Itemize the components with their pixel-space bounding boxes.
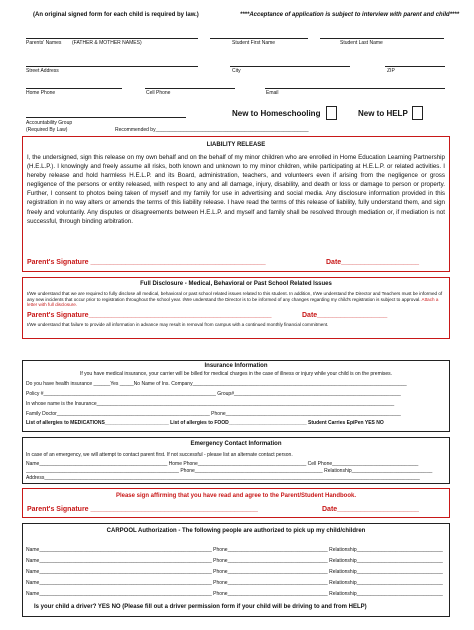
disclosure-date[interactable]: Date__________________	[302, 312, 388, 319]
carpool-title: CARPOOL Authorization - The following people are authorized to pick up my child/children	[106, 528, 366, 534]
zip-label: ZIP	[387, 68, 395, 74]
emergency-row-address[interactable]: Address_______________________________________________________________________________________________________________________________________	[26, 475, 420, 481]
insurance-row-policy[interactable]: Policy #______________________________________________________________ Group#____________________________________________________________	[26, 391, 401, 397]
home-phone-line[interactable]	[26, 88, 122, 89]
parents-names-label: Parents' Names	[26, 40, 62, 46]
recommended-by-field[interactable]: Recommended by_______________________________________________________	[115, 127, 309, 133]
street-label: Street Address	[26, 68, 59, 74]
header-note-left: (An original signed form for each child is required by law.)	[33, 12, 199, 18]
liability-date[interactable]: Date____________________	[326, 259, 420, 266]
new-help-label: New to HELP	[358, 109, 408, 118]
carpool-driver-question[interactable]: Is your child a driver? YES NO (Please fill out a driver permission form if your child will be driving to and from HELP)	[34, 604, 367, 610]
student-last-line[interactable]	[320, 38, 444, 39]
disclosure-failure-text: I/We understand that failure to provide all information in advance may result in removal from campus with a continued monthly financial commitment.	[27, 322, 329, 327]
emergency-title: Emergency Contact Information	[190, 441, 282, 447]
carpool-row[interactable]: Name______________________________________________________________ Phone____________________________________ Relationship_______________________________	[26, 569, 443, 575]
liability-signature[interactable]: Parent's Signature _____________________________________________	[27, 259, 266, 266]
father-mother-label: (FATHER & MOTHER NAMES)	[72, 40, 142, 46]
carpool-row[interactable]: Name______________________________________________________________ Phone____________________________________ Relationship_______________________________	[26, 547, 443, 553]
zip-line[interactable]	[385, 66, 445, 67]
city-line[interactable]	[230, 66, 350, 67]
carpool-row[interactable]: Name______________________________________________________________ Phone____________________________________ Relationship_______________________________	[26, 558, 443, 564]
street-line[interactable]	[26, 66, 198, 67]
student-first-label: Student First Name	[232, 40, 276, 46]
home-phone-label: Home Phone	[26, 90, 56, 96]
insurance-row-whose-name[interactable]: In whose name is the Insurance___________________________________________________________________________________________________________	[26, 401, 395, 407]
insurance-row-allergies[interactable]: List of allergies to MEDICATIONS_______________________ List of allergies to FOOD____________________________ Student Carries EpiPen YES NO	[26, 420, 384, 426]
insurance-title: Insurance Information	[204, 363, 268, 369]
new-help-checkbox[interactable]	[412, 106, 423, 120]
disclosure-text	[27, 291, 445, 308]
new-homeschool-label: New to Homeschooling	[232, 109, 321, 118]
student-last-label: Student Last Name	[340, 40, 383, 46]
cell-phone-label: Cell Phone	[146, 90, 171, 96]
emergency-row-phone[interactable]: _______________________________________________________ Phone______________________________________________ Relationship_____________________________	[26, 468, 433, 474]
student-first-line[interactable]	[210, 38, 308, 39]
email-label: Email	[266, 90, 279, 96]
handbook-notice: Please sign affirming that you have read and agree to the Parent/Student Handbook.	[115, 493, 357, 499]
disclosure-text-main: I/We understand that we are required to fully disclose all medical, behavioral or past school related issues related to this student. In addition, I/We understand the Director and Teachers must be informed of any new incidents that occur prior to registration throughout the school year. I/We understand the Director is to be informed of any changes regarding my child's registration is subject to approval.	[27, 291, 443, 302]
cell-phone-line[interactable]	[145, 88, 235, 89]
handbook-date[interactable]: Date_____________________	[322, 506, 419, 513]
emergency-row-name[interactable]: Name______________________________________________ Home Phone_______________________________________ Cell Phone_______________________________	[26, 461, 419, 467]
accountability-label: Accountability Group	[26, 120, 73, 126]
new-homeschool-checkbox[interactable]	[326, 106, 337, 120]
email-line[interactable]	[265, 88, 445, 89]
insurance-row-health[interactable]: Do you have health insurance ______Yes _____No Name of Ins. Company_____________________________________________________________________________	[26, 381, 407, 387]
carpool-row[interactable]: Name______________________________________________________________ Phone____________________________________ Relationship_______________________________	[26, 591, 443, 597]
carpool-row[interactable]: Name______________________________________________________________ Phone____________________________________ Relationship_______________________________	[26, 580, 443, 586]
disclosure-title: Full Disclosure - Medical, Behavioral or Past School Related Issues	[140, 281, 332, 287]
disclosure-signature[interactable]: Parent's Signature_______________________________________________	[27, 312, 272, 319]
city-label: City	[232, 68, 241, 74]
liability-text: I, the undersigned, sign this release on my own behalf and on the behalf of my minor children who are enrolled in Home Education Learning Partnership (H.E.L.P.). I knowingly and freely assume all risks, both known and unknown to my minor children, while participating at H.E.L.P. or related activities. I hereby release and hold harmless H.E.L.P. and its Board, administration, teachers, and volunteers even if arising from the negligence or gross negligence of the persons or entity released, with respect to any and all damage, injury, disability, and death or loss or damage to person or property. Further, I consent to photos being taken of myself and my family for use in advertising and social media. Any disclosure information provided in this registration in no way alters or amends the terms of this liability release. I have read the terms of this release of liability, fully understand them, and sign freely and voluntarily. Any disputes or disagreements between H.E.L.P. and myself and family shall be resolved through mediation or, if mediation is not successful, through binding arbitration.	[27, 154, 445, 225]
insurance-subtitle: If you have medical insurance, your carrier will be billed for medical charges in the case of illness or injury while your child is on the premises.	[79, 371, 393, 377]
disclosure-attach-note: Attach a letter with full disclosure.	[27, 296, 439, 308]
handbook-signature[interactable]: Parent's Signature ___________________________________________	[27, 506, 258, 513]
header-note-right: ****Acceptance of application is subject to interview with parent and child****	[240, 12, 460, 18]
liability-title: LIABILITY RELEASE	[206, 142, 266, 148]
emergency-subtitle: In case of an emergency, we will attempt to contact parent first. If not successful - please list an alternate contact person.	[26, 452, 293, 458]
accountability-line[interactable]	[26, 117, 186, 118]
parents-names-line[interactable]	[26, 38, 198, 39]
required-by-law-label: (Required By Law)	[26, 127, 68, 133]
insurance-row-doctor[interactable]: Family Doctor_______________________________________________________ Phone_______________________________________________________________	[26, 411, 401, 417]
